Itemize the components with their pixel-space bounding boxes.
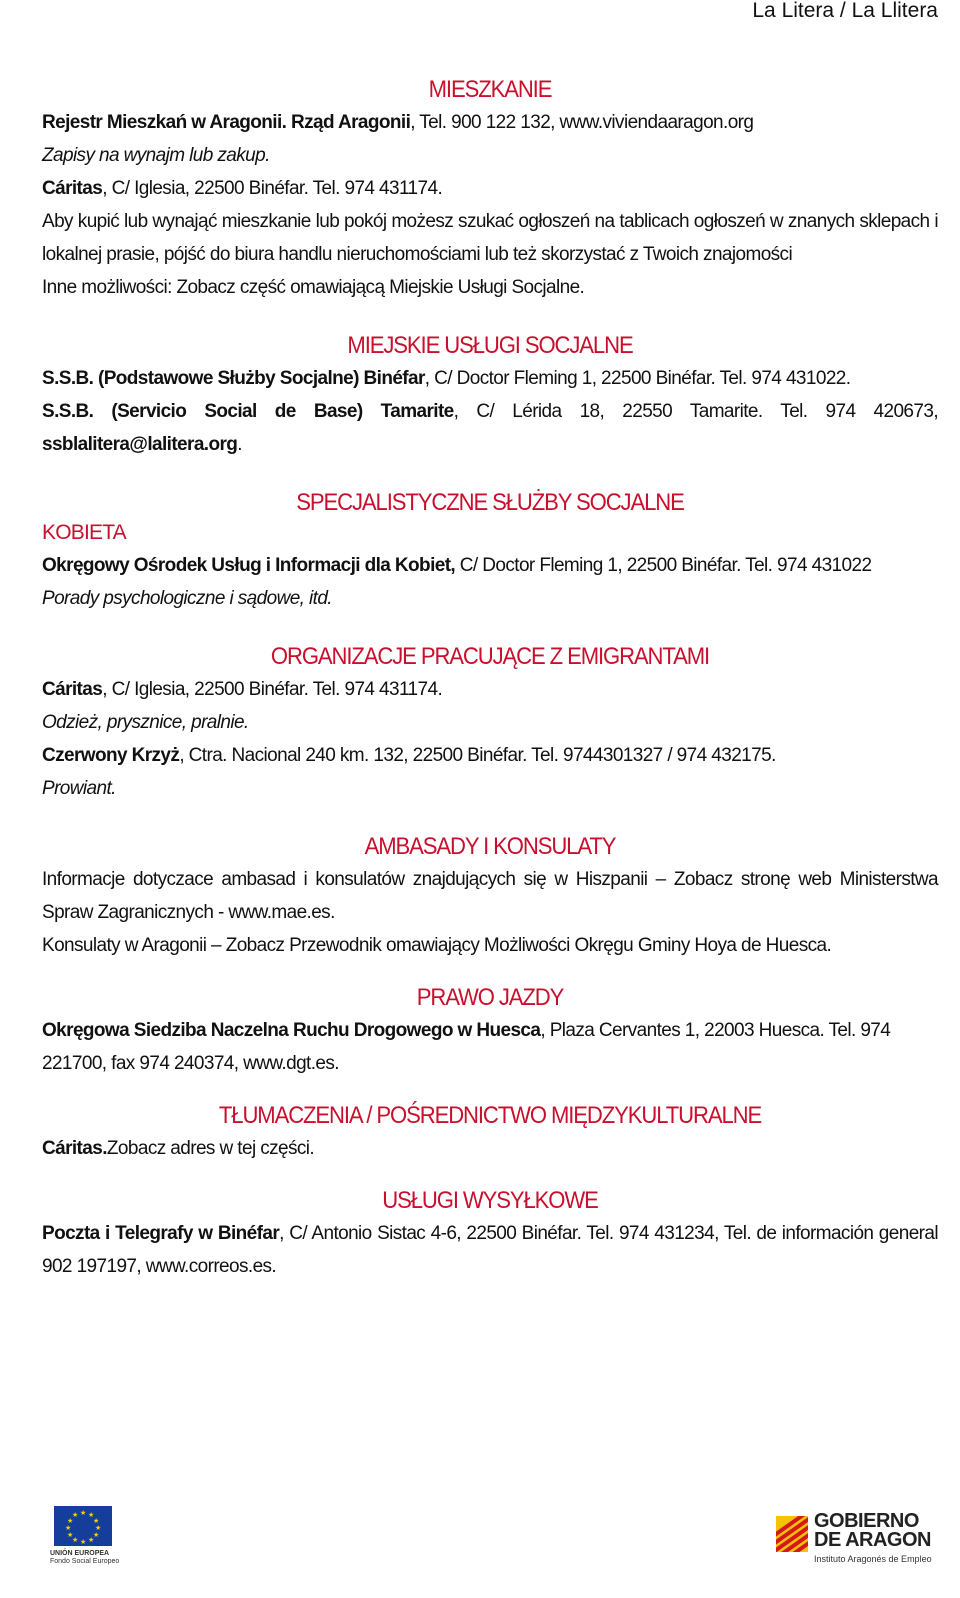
- red-cross-address: , Ctra. Nacional 240 km. 132, 22500 Binéfar. Tel. 9744301327 / 974 432175.: [179, 745, 776, 766]
- ssb-tamarite-address: , C/ Lérida 18, 22550 Tamarite. Tel. 974 420673,: [453, 401, 939, 422]
- traffic-office-entry: [42, 1014, 938, 1080]
- traffic-office-address: , Plaza Cervantes 1, 22003 Huesca. Tel. 974 221700, fax 974 240374, www.dgt.es.: [42, 1020, 891, 1074]
- heading-driving-license: PRAWO JAZDY: [416, 984, 564, 1011]
- eu-logo-text: UNIÓN EUROPEA: [50, 1550, 110, 1557]
- housing-registry-name: Rejestr Mieszkań w Aragonii. Rząd Aragonii: [42, 112, 411, 133]
- aragon-logo-title: [814, 1512, 931, 1550]
- post-office-address: , C/ Antonio Sistac 4-6, 22500 Binéfar. Tel. 974 431234, Tel. de información general 902 197197, www.correos.es.: [42, 1223, 938, 1277]
- ssb-tamarite-name: S.S.B. (Servicio Social de Base) Tamarite: [42, 401, 454, 422]
- caritas-note: [42, 706, 938, 739]
- ssb-binefar-entry: [42, 362, 938, 395]
- caritas-org-address: , C/ Iglesia, 22500 Binéfar. Tel. 974 431174.: [102, 679, 443, 700]
- document-body: [42, 76, 938, 1283]
- aragon-logo: [776, 1512, 946, 1572]
- aragon-logo-line1: GOBIERNO: [814, 1510, 919, 1532]
- housing-paragraph: Aby kupić lub wynająć mieszkanie lub pokój możesz szukać ogłoszeń na tablicach ogłoszeń w znanych sklepach i lokalnej prasie, pójść do biura handlu nieruchomościami lub też skorzystać z Twoich znajomości: [42, 211, 938, 265]
- caritas-address: , C/ Iglesia, 22500 Binéfar. Tel. 974 431174.: [102, 178, 443, 199]
- caritas-note-text: Odzież, prysznice, pralnie.: [42, 712, 249, 733]
- housing-note-text: Zapisy na wynajm lub zakup.: [42, 145, 270, 166]
- traffic-office-name: Okręgowa Siedziba Naczelna Ruchu Drogowego w Huesca: [42, 1020, 541, 1041]
- caritas-name: Cáritas: [42, 178, 103, 199]
- women-center-note: [42, 582, 938, 615]
- ssb-binefar-address: , C/ Doctor Fleming 1, 22500 Binéfar. Tel. 974 431022.: [424, 368, 851, 389]
- punct: .: [237, 434, 242, 455]
- women-center-address: C/ Doctor Fleming 1, 22500 Binéfar. Tel. 974 431022: [455, 555, 872, 576]
- translation-entry: [42, 1132, 938, 1165]
- red-cross-name: Czerwony Krzyż: [42, 745, 180, 766]
- consulates-paragraph: Konsulaty w Aragonii – Zobacz Przewodnik omawiający Możliwości Okręgu Gminy Hoya de Huesca.: [42, 935, 832, 956]
- aragon-flag-icon: [776, 1516, 808, 1552]
- subheading-kobieta: KOBIETA: [42, 521, 126, 544]
- eu-logo: [50, 1506, 132, 1566]
- heading-mieszkanie: MIESZKANIE: [428, 76, 552, 103]
- ssb-tamarite-entry: [42, 395, 938, 461]
- translation-org-name: Cáritas.: [42, 1138, 107, 1159]
- heading-social-services: MIEJSKIE USŁUGI SOCJALNE: [347, 332, 633, 359]
- red-cross-note: [42, 772, 938, 805]
- post-office-entry: [42, 1217, 938, 1283]
- housing-registry-line: [42, 106, 938, 139]
- heading-postal-services: USŁUGI WYSYŁKOWE: [382, 1187, 598, 1214]
- housing-other-options: Inne możliwości: Zobacz część omawiającą Miejskie Usługi Socjalne.: [42, 277, 585, 298]
- heading-translations: TŁUMACZENIA / POŚREDNICTWO MIĘDZYKULTURALNE: [218, 1102, 762, 1129]
- red-cross-entry: [42, 739, 938, 772]
- page-header-title: La Litera / La Llitera: [752, 0, 938, 22]
- eu-flag-icon: ★ ★ ★ ★ ★ ★ ★ ★ ★ ★ ★ ★: [54, 1506, 112, 1546]
- heading-specialist-services: SPECJALISTYCZNE SŁUŻBY SOCJALNE: [296, 489, 684, 516]
- caritas-org-name: Cáritas: [42, 679, 103, 700]
- women-center-entry: [42, 549, 938, 582]
- aragon-logo-line2: DE ARAGON: [814, 1529, 931, 1551]
- women-center-note-text: Porady psychologiczne i sądowe, itd.: [42, 588, 332, 609]
- post-office-name: Poczta i Telegrafy w Binéfar: [42, 1223, 280, 1244]
- eu-logo-subtext: Fondo Social Europeo: [50, 1558, 120, 1565]
- embassies-paragraph: Informacje dotyczace ambasad i konsulatów znajdujących się w Hiszpanii – Zobacz stronę web Ministerstwa Spraw Zagranicznych - www.mae.es.: [42, 869, 938, 923]
- housing-registry-note: [42, 139, 938, 172]
- women-center-name: Okręgowy Ośrodek Usług i Informacji dla Kobiet,: [42, 555, 456, 576]
- heading-embassies: AMBASADY I KONSULATY: [364, 833, 616, 860]
- heading-immigrant-orgs: ORGANIZACJE PRACUJĄCE Z EMIGRANTAMI: [270, 643, 710, 670]
- caritas-entry: [42, 673, 938, 706]
- ssb-tamarite-email: ssblalitera@lalitera.org: [42, 434, 238, 455]
- aragon-logo-subtext: Instituto Aragonés de Empleo: [814, 1554, 932, 1564]
- caritas-housing-line: [42, 172, 938, 205]
- red-cross-note-text: Prowiant.: [42, 778, 116, 799]
- translation-note: Zobacz adres w tej części.: [106, 1138, 315, 1159]
- ssb-binefar-name: S.S.B. (Podstawowe Służby Socjalne) Binéfar: [42, 368, 425, 389]
- housing-registry-details: , Tel. 900 122 132, www.viviendaaragon.org: [410, 112, 754, 133]
